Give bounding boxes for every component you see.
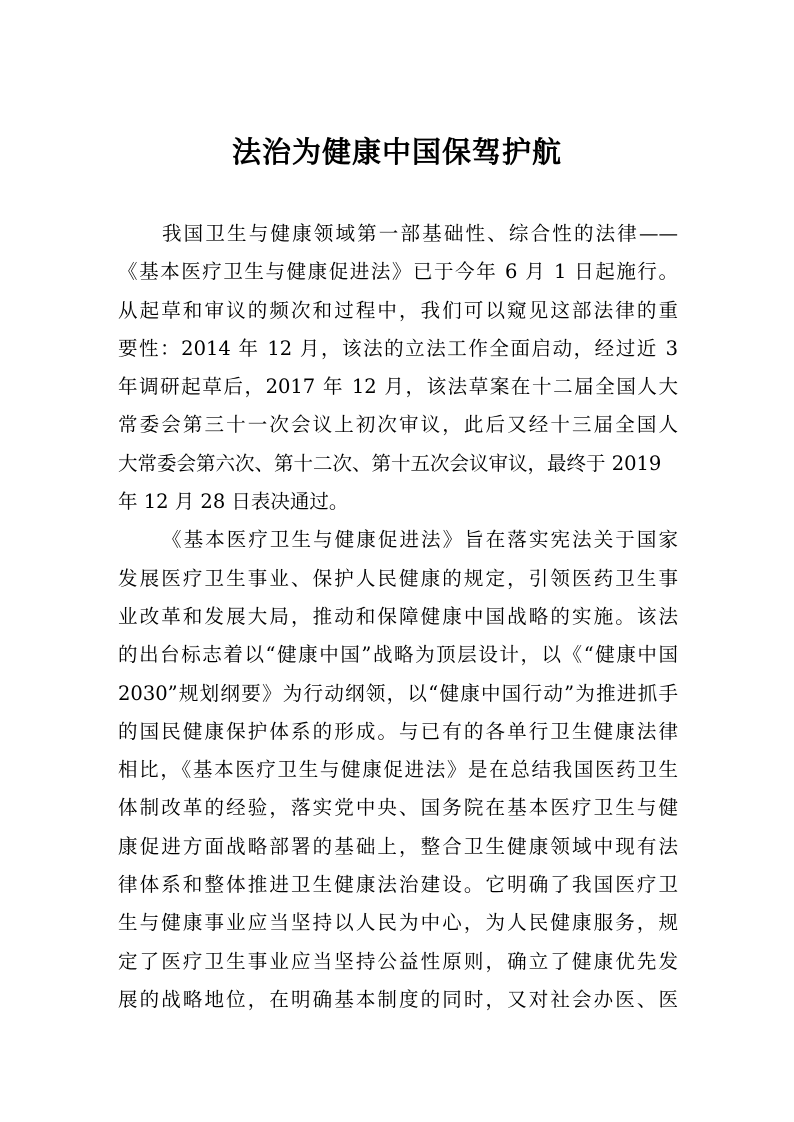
- paragraph-2-line-3: 业改革和发展大局，推动和保障健康中国战略的实施。该法: [118, 604, 678, 628]
- paragraph-1-line-6: 常委会第三十一次会议上初次审议，此后又经十三届全国人: [118, 413, 678, 437]
- paragraph-2-line-13: 展的战略地位，在明确基本制度的同时，又对社会办医、医: [118, 987, 678, 1011]
- paragraph-2-line-2: 发展医疗卫生事业、保护人民健康的规定，引领医药卫生事: [118, 566, 678, 590]
- paragraph-2-line-10: 律体系和整体推进卫生健康法治建设。它明确了我国医疗卫: [118, 873, 678, 897]
- paragraph-1-line-3: 从起草和审议的频次和过程中，我们可以窥见这部法律的重: [118, 298, 678, 322]
- paragraph-2-line-6: 的国民健康保护体系的形成。与已有的各单行卫生健康法律: [118, 719, 678, 743]
- paragraph-2-line-8: 体制改革的经验，落实党中央、国务院在基本医疗卫生与健: [118, 796, 678, 820]
- paragraph-1-line-1: 我国卫生与健康领域第一部基础性、综合性的法律——: [162, 222, 678, 245]
- paragraph-1-line-4: 要性：2014 年 12 月，该法的立法工作全面启动，经过近 3: [118, 336, 678, 360]
- paragraph-2-line-12: 定了医疗卫生事业应当坚持公益性原则，确立了健康优先发: [118, 949, 678, 973]
- paragraph-1-line-5: 年调研起草后，2017 年 12 月，该法草案在十二届全国人大: [118, 375, 678, 399]
- document-title: 法治为健康中国保驾护航: [231, 135, 562, 169]
- paragraph-1-line-7: 大常委会第六次、第十二次、第十五次会议审议，最终于 2019: [118, 451, 662, 475]
- paragraph-1-line-8: 年 12 月 28 日表决通过。: [118, 490, 349, 514]
- document-body: [118, 215, 678, 1019]
- paragraph-2-line-5: 2030”规划纲要》为行动纲领，以“健康中国行动”为推进抓手: [118, 681, 678, 705]
- paragraph-2-line-11: 生与健康事业应当坚持以人民为中心，为人民健康服务，规: [118, 911, 678, 935]
- paragraph-1-line-2: 《基本医疗卫生与健康促进法》已于今年 6 月 1 日起施行。: [118, 260, 678, 284]
- paragraph-2-line-1: 《基本医疗卫生与健康促进法》旨在落实宪法关于国家: [162, 528, 678, 552]
- paragraph-2-line-7: 相比，《基本医疗卫生与健康促进法》是在总结我国医药卫生: [118, 758, 678, 782]
- paragraph-2-line-9: 康促进方面战略部署的基础上，整合卫生健康领域中现有法: [118, 834, 678, 858]
- paragraph-2-line-4: 的出台标志着以“健康中国”战略为顶层设计，以《“健康中国: [118, 643, 678, 667]
